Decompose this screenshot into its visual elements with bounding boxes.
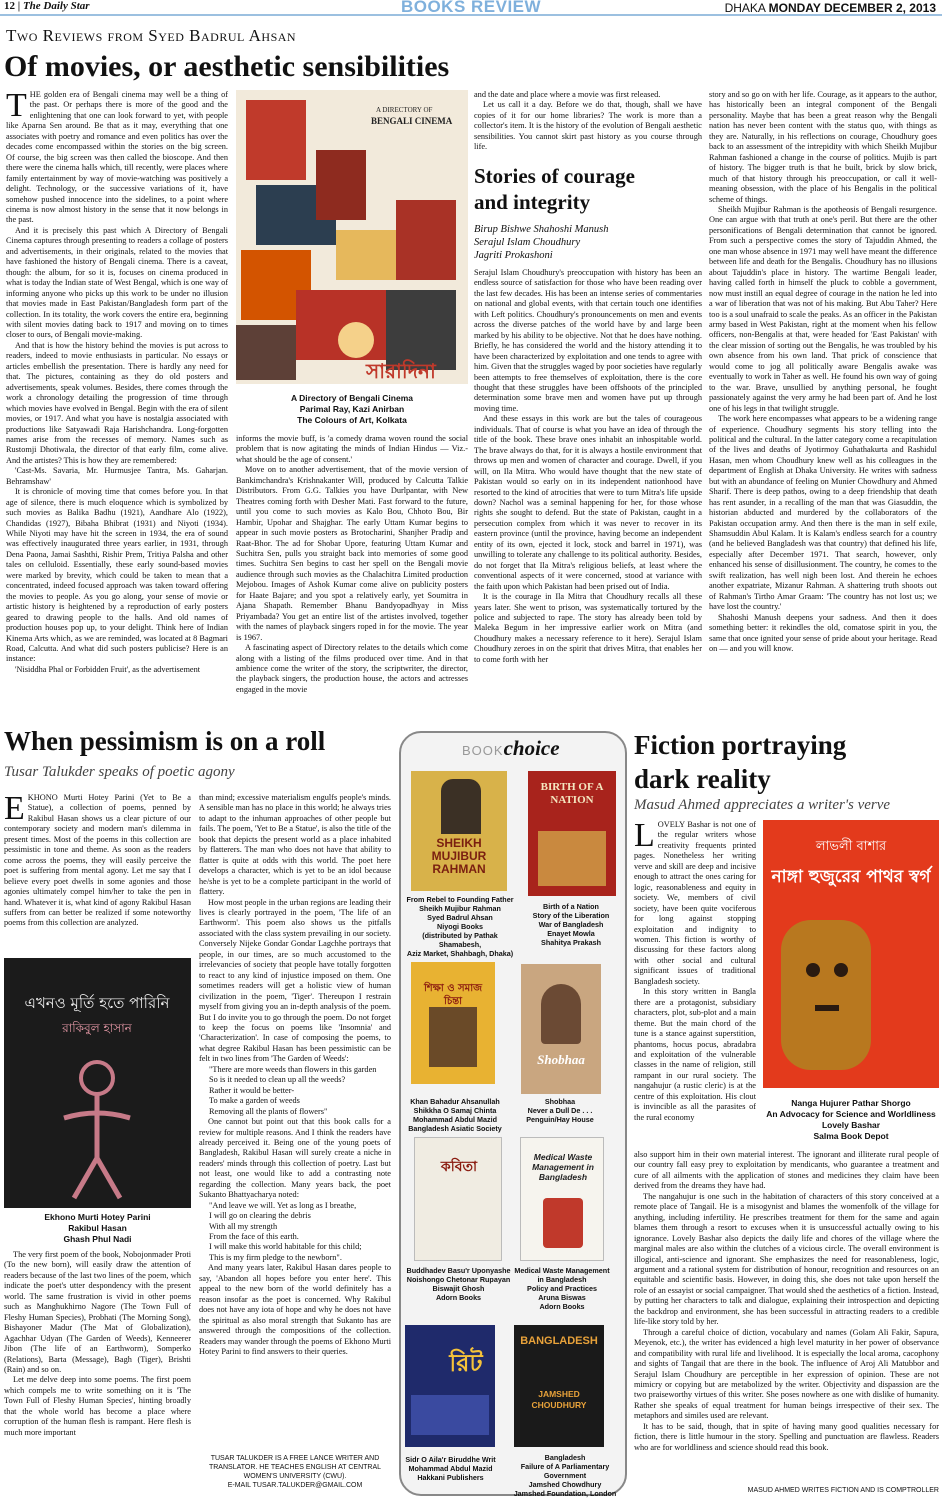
book-caption-shikkha: Khan Bahadur Ahsanullah Shikkha O Samaj Chinta Mohammad Abdul Mazid Bangladesh Asiatic Society: [408, 1097, 502, 1133]
article-movies-col3: and the date and place where a movie was first released. Let us call it a day. Before we do that, though, shall we have copies of it for our home libraries? The work is more than a collector's item. It is the history of the evolution of Bengali aesthetic sensibilities. You cannot skirt past history as you course through life.: [474, 90, 702, 152]
svg-text:রাকিবুল হাসান: রাকিবুল হাসান: [62, 1021, 132, 1035]
book-caption-bangladesh-failure: Bangladesh Failure of A Parliamentary Government Jamshed Chowdhury Jamshed Foundation, London: [513, 1453, 617, 1498]
article-movies-col2: informs the movie buff, is 'a comedy drama woven round the social problem that is now agitating the minds of Indian Hindus — Viz.-what should be the age of consent.' Move on to another advertisement, that of the movie version of Bankimchandra's Krishnakanter Will, produced by Calcutta Talkie Distributors. From G.G. Talkies you have Durlpantar, with New Theatres coming forth with Desher Mati. Fast forward to the future, until you come to such movies as Kalo Bou, Chhoto Bou, Bir Hambir, Upohar and Shajghar. The early Uttam Kumar begins to appear in such movie posters as Brotocharini, Shanjher Pradip and Raat-Bhor. The ad for Shobar Upore, featuring Uttam Kumar and Suchitra Sen, pulls you straight back into memories of some good times. Suchitra Sen begins to cast her spell on the Bengali movie audience through such movies as the Chalachitra Limited production Mejobou. Images of Ashok Kumar come alive on publicity posters for Haate Bajare; and you spot a relatively early, yet Soumitra in Ajana Shapath. Remember Bhanu Bandyopadhyay in Miss Priyambada? You get an entire list of the artistes involved, together with the names of playback singers roped in for the movie. The year is 1967. A fascinating aspect of Directory relates to the details which come along with a listing of the films produced over time. And in that ambience come the writer of the story, the scriptwriter, the director, the playback singers, the production house, the actors and actresses engaged in the movie: [236, 434, 468, 694]
article-pessimism-col2: than mind; excessive materialism engulfs people's minds. A sensible man has no place in this world; he always tries to adapt to the inhuman approaches of other people but fails. The poem, 'Yet to Be a Statue', is also the title of the book that depicts the present world as a place inhabited by flatterers. The man who does not have that ability to flatter is quite at odds with this world. The poet here develops a character, which is yet to be an idol because he/she is yet to be a complete participant in the world of flattery. How most people in the urban regions are leading their lives is clearly portrayed in the poem, 'The life of an Earthworm'. This poem also shows us the pitfalls associated with the class system prevailing in our society. Conversely Nijeke Gondar Gondar Lagchhe portrays that people, in our times, are so much accustomed to the irrelevancies of society that people have totally forgotten to react to any kind of injustice imposed on them. One sometimes readers will get a holistic view of human civilization in the poem, 'Tiger'. Thereupon I restrain myself from giving you an in-depth analysis of the poem. But I do invite you to go through the poem. Do not forget to keep the focus on poems like 'Insomnia' and 'Characterization'. In case of composing the poems, to what degree Rakibul Hasan has been pessimistic can be felt in two lines from 'The Garden of Weeds': "There are more weeds than flowers in this garden So is it needed to clean up all the weeds? Rather it would be better- To make a garden of weeds Removing all the plants of flowers" One cannot but point out that this book calls for a review for multiple reasons. And I think the readers have already perceived it. Being one of the young poets of Bangladesh, Rakibul Hasan will surely create a niche in readers' minds through this collection of poetry. Last but not least, one would like to add a contrasting note regarding the collection. Many years back, the poet Sukanto Bhattyacharya noted: "And leave we will. Yet as long as I breathe, I will go on clearing the debris With all my strength From the face of this earth. I will make this world habitable for this child; This is my firm pledge to the newborn". And many years later, Rakibul Hasan dares people to say, 'Abandon all hopes before you enter here'. This appeal to the new born of the world definitely has a reason insofar as the poet is concerned. Why Rakibul does not have any iota of hope and why he does not have the spiritual as also moral strength that Sukanto has are answered through the compositions of the collection. Readers may wander through the poems of Ekhono Murti Hotey Parini to find answers to their queries.: [199, 793, 391, 1357]
cinema-caption: A Directory of Bengali Cinema Parimal Ray, Kazi Anirban The Colours of Art, Kolkata: [290, 393, 414, 425]
statue-caption: Ekhono Murti Hotey Parini Rakibul Hasan Ghash Phul Nadi: [44, 1212, 151, 1244]
dateline: DHAKA MONDAY DECEMBER 2, 2013: [724, 1, 936, 15]
svg-text:নাঙ্গা হুজুরের পাথর স্বর্গ: নাঙ্গা হুজুরের পাথর স্বর্গ: [771, 867, 931, 887]
cinema-directory-cover-image: [236, 90, 468, 384]
headline-pessimism: When pessimism is on a roll: [4, 726, 326, 756]
article-movies-col1: T HE golden era of Bengali cinema may well be a thing of the past. Or perhaps there is more of the good and the enlightening that one can look forward to yet, with people like Aparna Sen around. Be that as it may, everything that one associates with poetry and romance and even politics has over the decades come encompassed within the stories on the big screen. Of course, the big screen was then called the bioscope. And then there were the cinema halls which, till recently, were places where family entertainment by way of movie-watching was positively a delight. Technology, or the successive variations of it, have somehow pushed innocence into the sidelines, to a point where cinema is now almost history in the sense that it now belongs in the past. And it is precisely this past which A Directory of Bengali Cinema captures through presenting to readers a collage of posters and advertisements, in their originals, related to the movies that have fashioned the history of Bengali cinema. There is a caveat, though: the album, for so it is, focuses on cinema produced in what is today the Indian state of West Bengal, which is one way of informing anyone who picks up this work to be under no illusion that movies made in East Pakistan/Bangladesh form part of the collection. In its totality, the work covers the entire era, beginning with silent movies dating back to 1917 and moving on to times closer to ours, of Bengali movie-making. And that is how the history behind the movies is put across to readers, indeed to movie enthusiasts in particular. No essays or articles embellish the presentation. There is hardly any need for that. The pictures, containing as they do old posters and advertisements, speak volumes. Besides, there comes through the work a chronology detailing the progression of time through which movies have evolved in Bengal. Begin with the era of silent movies, or 1917. And what you have is nostalgia associated with productions like Satyawadi Raja Harishchandra. Long-forgotten names arise from the recesses of memory. Names such as Rustomji Dhotiwala, the director of that early film, come alive. And the artistes? This is how they are remembered: 'Cast-Ms. Savaria, Mr. Hurmusjee Tantra, Ms. Gaharjan. Behramshaw' It is chronicle of moving time that comes before you. In that age of silence, there is much eloquence which is symbolized by such movies as Balika Badhu (1921), Aandhare Alo (1922), Chandidas (1927), Bibaha Bhibrat (1931) and Niyoti (1934). While Niyoti may have hit the screen in 1934, the era of sound was effectively inaugurated three years earlier, in 1931, through Dena Paona, Jamai Sashthi, Rishir Prem, Tritiya Palsha and other tales on celluloid. Essentially, these early sound-based movies were marked by brevity, which could be taken to mean that a concentrated, indeed focused approach was taken toward offering the movies to people. As you go along, your sense of movie or artistic history is heightened by a reproduction of early posters geared to drawing people to the halls. And old names of production houses pop up, to your delight. Think here of Indian Kinema Arts which, as we are reminded, was located at 8 Bagmari Road, Calcutta. And what did such posters publicise? Here is an instance: 'Nisiddha Phal or Forbidden Fruit', as the advertisement: [6, 90, 228, 674]
drop-cap: T: [6, 90, 27, 124]
article-courage-col2: story and so go on with her life. Courage, as it appears to the author, has historically been an integral component of the Bengali personality. Maybe that has been a great reason why the Bengali nation has never been content with the status quo, with things as they are. Naturally, in his reflections on courage, Choudhury goes back to an assessment of the intrepidity with which Sheikh Mujibur Rahman fashioned a change in the course of politics. Mujib is part of history. The bigger truth is that he built, brick by slow brick, much of that history through his preoccupation, or call it well-meaning obsession, with the place of his Bengalis in the political scheme of things. Sheikh Mujibur Rahman is the apotheosis of Bengali resurgence. One can argue with that truth at one's peril. But there are the other personifications of Bengali determination that cannot be ignored. From such a perspective comes the story of Tajuddin Ahmed, the one man whose absence in 1971 may well have meant the difference between life and death for the Bengalis. Choudhury has no illusions about Tajuddin's place in history. The wartime Bengali leader, having called forth in himself the pluck to cobble a government, now must instill an equal degree of courage in the nation he led into a war of liberation that was not of his making. But Abu Taher? Here too is a soul unafraid to scale the peaks. As an officer in the Pakistan army based in West Pakistan, right at the moment when his fellow officers, non-Bengalis at that, were headed for 'East Pakistan' with the clear mission of sorting out the Bengalis, he was troubled by his own absence from his own land. That prick of conscience that would come to jog all politically aware Bengalis awake was eventually to work in Taher as well. He found his own way of going to the war. Brave, unsullied by anything personal, he fought passionately against the very army he had been part of. And he lost one of his legs in that twilight struggle. The work here encompasses what appears to be a widening range of experience. Choudhury segments his story telling into the political and the cultural. In the latter category come a recapitulation of the lives and deaths of Jyotirmoy Guhathakurta and Rashidul Hasan, men whom Choudhury knew well as his colleagues in the department of English at Dhaka University. He writes with sadness but with an abundance of feeling on Munier Chowdhury and Ahmed Sharif. There is deep pathos, owing to a deep friendship that death has rent asunder, in a recalling of the man that was Giasuddin, the historian abducted and murdered by the collaborators of the Pakistan occupation army. And then there is the man in self exile, Shamsuddin Abul Kalam. It is Kalam's endless search for a country (and he believed Bangladesh was that country) that defined his life, especially after December 1971. That search, however, only enhanced his sense of disillusionment. The country, he comes to the swift realization, has well nigh been lost. And therein he echoes another expatriate, Mizanur Rahman. A shattering truth shoots out of Rahman's Tirtho Amar Graam: 'The country has not lost us; we have lost the country.' Shahoshi Manush deepens your sadness. And then it does something better: it rekindles the old, comatose spirit in you, the same that once ignited your sense of pride about your heritage. Read on — and you will know.: [709, 90, 937, 654]
courage-book-info: Birup Bishwe Shahoshi Manush Serajul Islam Choudhury Jagriti Prokashoni: [474, 224, 609, 261]
book-caption-shobhaa: Shobhaa Never a Dull De . . . Penguin/Hay House: [526, 1097, 594, 1124]
book-cover-writ: রিট: [405, 1325, 495, 1447]
book-caption-buddhadev: Buddhadev Basu'r Uponyashe Noishongo Chetonar Rupayan Biswajit Ghosh Adorn Books: [406, 1266, 511, 1302]
book-caption-birth-of-nation: Birth of a Nation Story of the Liberation War of Bangladesh Enayet Mowla Shahitya Prakash: [532, 902, 610, 947]
fiction-author-note: MASUD AHMED WRITES FICTION AND IS COMPTROLLER: [747, 1487, 939, 1494]
article-fiction-col1: L OVELY Bashar is not one of the regular writers whose creativity frequents printed pages. Nonetheless her writing verve and skill are deep and incisive enough to attract the ones caring for logic, reasonableness and equity in society. We, members of civil society, have been quite vociferous for long against stopping exploitation and indignity to women. This fiction is worthy of discussing for these factors along with other social and cultural significant issues of traditional Bangladesh society. In this story written in Bangla there are a protagonist, subsidiary characters, plot, sub-plot and a main theme. But the main chord of the tune is a stance against superstition, phantoms, hocus pocus, abradabra and exploitation of the vulnerable classes in the name of religion, still rampant in our rural society. The nangahujur (a rustic cleric) is at the centre of this exploitation. His clout is invincible as all the parasites of the rural economy: [634, 820, 756, 1122]
book-cover-bangladesh-failure: BANGLADESH JAMSHED CHOUDHURY: [514, 1325, 604, 1447]
book-caption-medical-waste: Medical Waste Management in Bangladesh Policy and Practices Aruna Biswas Adorn Books: [514, 1266, 610, 1311]
drop-cap: E: [4, 793, 25, 827]
drop-cap: L: [634, 820, 655, 854]
nanga-hujur-cover-image: [763, 820, 939, 1088]
byline-fiction: Masud Ahmed appreciates a writer's verve: [634, 797, 891, 813]
book-choice-title: BOOKchoice: [462, 736, 560, 760]
book-caption-mujib: From Rebel to Founding Father Sheikh Mujibur Rahman Syed Badrul Ahsan Niyogi Books (distributed by Pathak Shamabesh, Aziz Market, Shahbagh, Dhaka): [406, 895, 514, 958]
book-cover-medical-waste: Medical Waste Management in Bangladesh: [520, 1137, 604, 1261]
article-courage-col1: Serajul Islam Choudhury's preoccupation with history has been an endless source of satisfaction for those who have been reading over the last few decades. His has been an intense series of commentaries on national and global events, with that certain touch one identifies with Left politics. Choudhury's pronouncements on men and events across the diverse patches of the world have by and large been marked by his ability to be objective. Not that he does have nothing. Briefly, he has considered the world and the history attending it to have been characterized by exploitation and one tends to agree with him. Given that the struggles waged by poor societies have regularly been attempts to free themselves of exploitation, there is the core thought that these struggles have been offshoots of the principled determination some brave men and women have put up through moving time. And these essays in this work are but the tales of courageous individuals. That of course is what you have an idea of through the title of the book. These brave ones inhabit an inhospitable world. The brave always do that, for it is always a hostile environment that throws up men and women of character and courage. Dwell, if you will, on Ila Mitra. Who would have thought that the new state of Pakistan would so early on in its independent nationhood have resorted to the kind of atrocities that were to turn Mitra's life upside down? Nachol was a seminal happening for her, for those whose rights she sought to defend. But the state of Pakistan, caught in a persecution complex from which it was never to recover in its eastern province (until the province, having become an independent entity of its own, ejected it lock, stock and barrel in 1971), was unwilling to tolerate any challenge to its political authority. Besides, do not forget that Ila Mitra's religious beliefs, at least where the conventional aspects of it were concerned, stood at variance with the faith upon which Pakistan had been prised out of India. It is the courage in Ila Mitra that Choudhury recalls all these years later. She went to prison, was systematically tortured by the police and subjected to rape. The story has already been told by Maleka Begum in her impressive earlier work on Mitra (and Choudhury makes a necessary reference to it here). Serajul Islam Choudhury zeroes in on the spirit that drives Mitra, that enables her to come forth with her: [474, 268, 702, 664]
book-cover-shobhaa: Shobhaa: [521, 964, 601, 1094]
statue-cover-image: [4, 958, 191, 1208]
section-title: BOOKS REVIEW: [400, 0, 542, 16]
pessimism-author-note: TUSAR TALUKDER IS A FREE LANCE WRITER AND TRANSLATOR. HE TEACHES ENGLISH AT CENTRAL WOMEN'S UNIVERSITY (CWU). E-MAIL TUSAR.TALUKDER@GMAIL.COM: [208, 1455, 382, 1489]
book-cover-birth-of-nation: BIRTH OF A NATION: [528, 771, 616, 896]
headline-movies: Of movies, or aesthetic sensibilities: [4, 50, 450, 83]
book-cover-buddhadev: কবিতা: [414, 1137, 502, 1261]
article-fiction-col2: also support him in their own material interest. The ignorant and illiterate rural people of our country fall easy prey to exploitation by mendicants, who guarantee a treatment and cure of all ailments with the application of stones and medicines they claim have been derived from the dreams they have had. The nangahujur is one such in the habitation of characters of this story conceived at a remote place of Tangail. He is a misogynist and blames the womenfolk of the village for anything, including infertility. He prescribes treatment for them for the same and again blames them through a resort to excuses when it is unsuccessful actually owing to his ignorance. Lovely Bashar also depicts the daily life and chores of the village where the marginal males are also within the clutches of a vicious circle. The overall environment is illogical, anti-science and ignorant. She emphasizes the need for reasonableness, logic, argument and a rational system for distribution of honour, recognition and resources on an equitable and scientific basis. However, in doing this, she does not take upon herself the role of an essayist or social campaigner. That would shed the aesthetics of a fiction. Instead, by putting her characters to talk and dialogue, explaining their introspection and depicting the backdrop and environment, she has been successful in attracting readers to a credible life-like story told by her. Through a careful choice of diction, vocabulary and names (Golam Ali Fakir, Sapura, Meyenok, etc.), the writer has evidenced a high level maturity in her power of observance and compatibility with rural life and livelihood. It is especially the local aroma, cacophony and sights of Tangail that are there in the book. The influence of Aroj Ali Matubbor and Serajul Islam Choudhury are perceptible in her expression of opinion. These are not mimicry or copying but are metabolized by the writer. Objectivity and dispassion are the two praiseworthy virtues of this writer. She poses nowhere as one with dislike of humanity. Rather she speaks of equal treatment for human beings irrespective of their sex. The metaphors and similes used are relevant. It has to be said, though, that in spite of having many good qualities necessary for fiction, there is little humour in the story. Spelling and punctuation are flawless. Readers who are for worldliness and science should read this book.: [634, 1150, 939, 1452]
article-pessimism-col1a: E KHONO Murti Hotey Parini (Yet to Be a Statue), a collection of poems, penned by Rakibul Hasan shows us a clear picture of our contemporary society and modern man's dilemma in present times. Most of the poems in this collection are pessimistic in tone and theme. As soon as the readers come across the poems, they will easily perceive the poet is suffering from mental agony. Let me say that I believe every poet dwells in some agonies and those agonies ultimately compel him/her to take the pen in hand. Whatever it is, what kind of agony Rakibul Hasan suffers from can better be realized if some noteworthy poems from this collection are analyzed.: [4, 793, 191, 928]
page-header: [0, 0, 942, 16]
headline-fiction: Fiction portraying dark reality: [634, 730, 847, 794]
byline-pessimism: Tusar Talukder speaks of poetic agony: [4, 764, 235, 780]
book-caption-writ: Sidr O Aila'r Biruddhe Writ Mohammad Abdul Mazid Hakkani Publishers: [405, 1455, 496, 1482]
svg-text:A DIRECTORY OF: A DIRECTORY OF: [376, 106, 433, 114]
svg-text:এখনও মূর্তি হতে পারিনি: এখনও মূর্তি হতে পারিনি: [24, 994, 170, 1012]
headline-courage: Stories of courage and integrity: [474, 164, 635, 214]
nanga-hujur-caption: Nanga Hujurer Pathar Shorgo An Advocacy for Science and Worldliness Lovely Bashar Salma Book Depot: [766, 1098, 936, 1141]
svg-text:লাভলী বাশার: লাভলী বাশার: [815, 839, 887, 854]
svg-text:সারাদিনা: সারাদিনা: [366, 359, 436, 383]
book-cover-mujib: SHEIKH MUJIBUR RAHMAN: [411, 771, 507, 891]
svg-text:BENGALI CINEMA: BENGALI CINEMA: [371, 116, 453, 126]
book-cover-shikkha: শিক্ষা ও সমাজ চিন্তা: [411, 962, 495, 1084]
page-number-and-masthead: 12 | The Daily Star: [4, 0, 90, 12]
kicker: Two Reviews from Syed Badrul Ahsan: [6, 26, 297, 45]
article-pessimism-col1b: The very first poem of the book, Nobojonmader Proti (To the new born), will easily draw the attention of readers because of the last two lines of the poem, which indicate the poet's utter despondency with the present world. The same frustration is vivid in other poems such as Manghukhirno Nagore (The Town Full of Fleshy Human Species), Probhati (The Morning Song), Bishayoner Madur (The Mat of Globalization), Agachhar Udyan (The Garden of Weeds), Kenneerer Jibon (The life of an Earthworm), Somperko (Relations), Barta (Message), Bagh (Tiger), Brishti (Rain) and so on. Let me delve deep into some poems. The first poem which compels me to write something on it is 'The Town Full of Fleshy Human Species', hinting broadly that the whole world has become a place where corruption of the human flesh is rampant. Here flesh is much more important: [4, 1250, 191, 1437]
